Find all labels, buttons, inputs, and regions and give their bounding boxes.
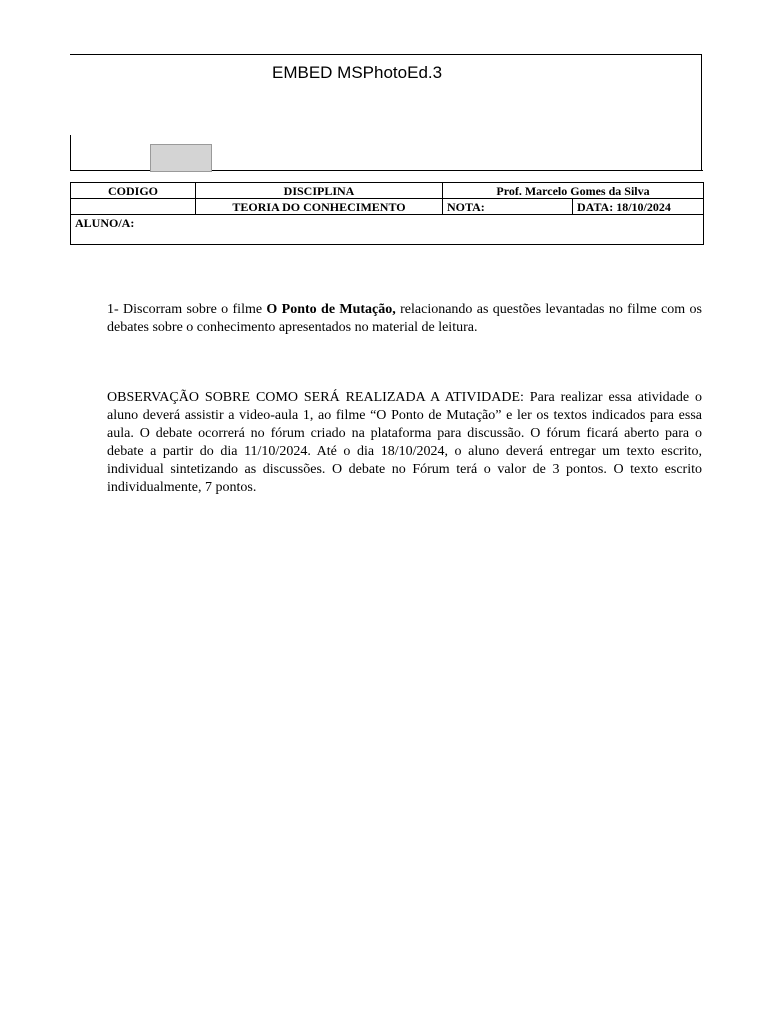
question-1 (107, 301, 702, 337)
observation-paragraph: OBSERVAÇÃO SOBRE COMO SERÁ REALIZADA A ATIVIDADE: Para realizar essa atividade o aluno deverá assistir a video-aula 1, ao filme “O Ponto de Mutação” e ler os textos indicados para essa aula. O debate ocorrerá no fórum criado na plataforma para discussão. O fórum ficará aberto para o debate a partir do dia 11/10/2024. Até o dia 18/10/2024, o aluno deverá entregar um texto escrito, individual sintetizando as discussões. O debate no Fórum terá o valor de 3 pontos. O texto escrito individualmente, 7 pontos. (107, 390, 702, 495)
data-field: DATA: 18/10/2024 (573, 199, 704, 215)
film-title: O Ponto de Mutação, (266, 302, 396, 317)
info-table-student-row (71, 215, 704, 245)
info-table-value-row (71, 199, 704, 215)
image-placeholder-box (150, 144, 212, 172)
info-table-header-row (71, 183, 704, 199)
nota-field[interactable]: NOTA: (443, 199, 573, 215)
header-left-border (70, 135, 71, 171)
embed-placeholder-text: EMBED MSPhotoEd.3 (272, 63, 443, 82)
codigo-value[interactable] (71, 199, 196, 215)
info-table (70, 182, 704, 245)
professor-name: Prof. Marcelo Gomes da Silva (443, 183, 704, 199)
question-prefix: 1- Discorram sobre o filme (107, 302, 267, 317)
disciplina-header: DISCIPLINA (196, 183, 443, 199)
question-rest: relacionando as questões levantadas no filme com os debates sobre o conhecimento apresentados no material de leitura. (107, 302, 702, 335)
codigo-header: CODIGO (71, 183, 196, 199)
disciplina-value: TEORIA DO CONHECIMENTO (196, 199, 443, 215)
aluno-field[interactable]: ALUNO/A: (71, 215, 704, 245)
